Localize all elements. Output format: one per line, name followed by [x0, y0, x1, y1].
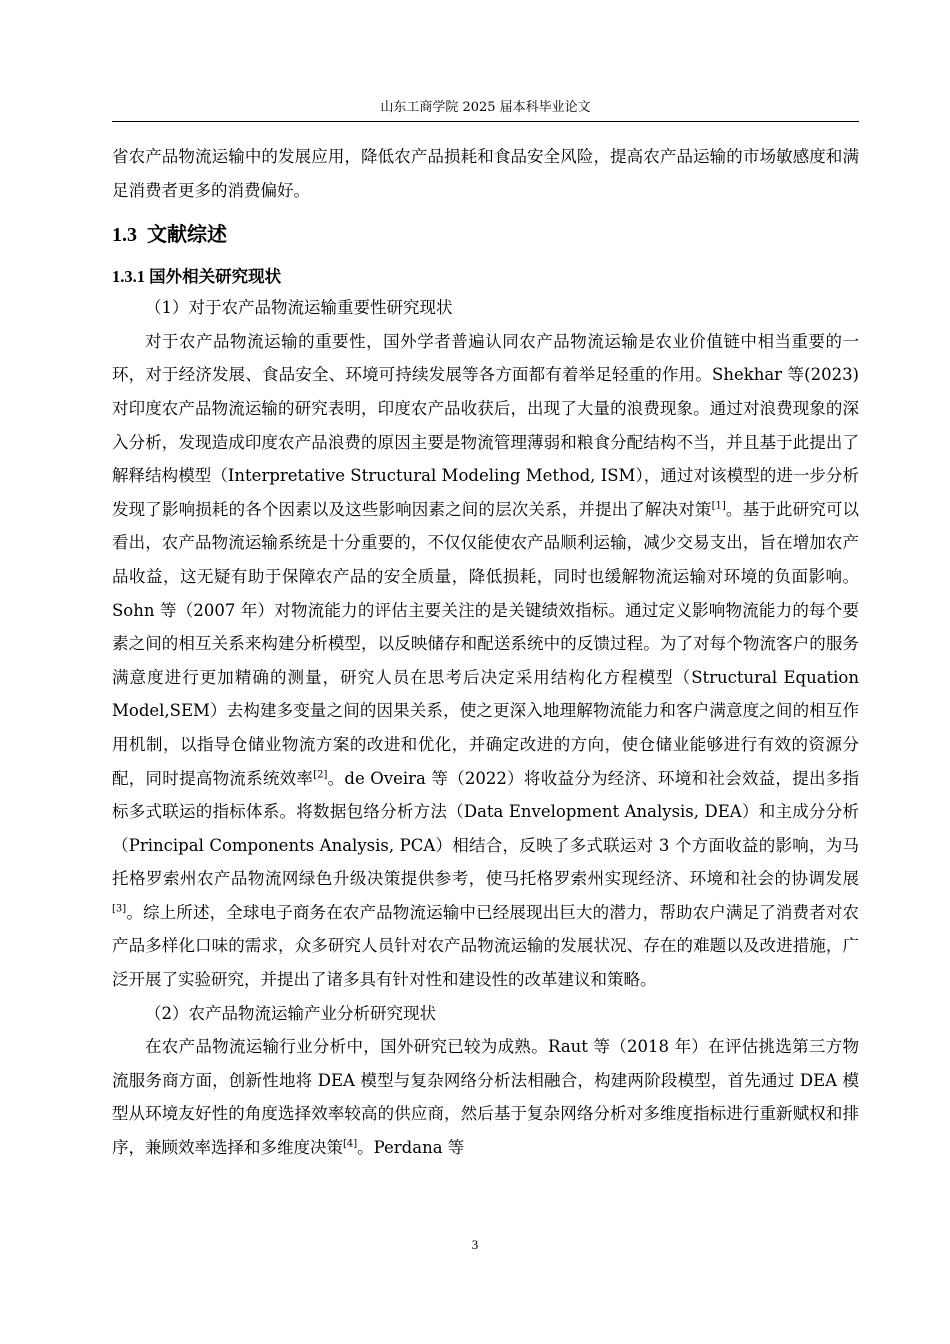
- part2-heading: （2）农产品物流运输产业分析研究现状: [145, 1003, 436, 1023]
- header-divider: [112, 121, 859, 122]
- part1-paragraph: [112, 325, 859, 997]
- citation-ref: [2]: [313, 769, 328, 780]
- part2-paragraph: [112, 1030, 859, 1164]
- text-run: 。基于此研究可以看出，农产品物流运输系统是十分重要的，不仅仅能使农产品顺利运输，减少交易支出，旨在增加农产品收益，这无疑有助于保障农产品的安全质量，降低损耗，同时也缓解物流运输对环境的负面影响。Sohn 等（2007 年）对物流能力的评估主要关注的是关键绩效指标。通过定义影响物流能力的每个要素之间的相互关系来构建分析模型，以反映储存和配送系统中的反馈过程。为了对每个物流客户的服务满意度进行更加精确的测量，研究人员在思考后决定采用结构化方程模型（Structural Equation Model,SEM）去构建多变量之间的因果关系，使之更深入地理解物流能力和客户满意度之间的相互作用机制，以指导仓储业物流方案的改进和优化，并确定改进的方向，使仓储业能够进行有效的资源分配，同时提高物流系统效率: [112, 499, 860, 788]
- document-body: [112, 140, 859, 1165]
- text-run: 对于农产品物流运输的重要性，国外学者普遍认同农产品物流运输是农业价值链中相当重要的一环，对于经济发展、食品安全、环境可持续发展等各方面都有着举足轻重的作用。Shekhar 等(2023)对印度农产品物流运输的研究表明，印度农产品收获后，出现了大量的浪费现象。通过对浪费现象的深入分析，发现造成印度农产品浪费的原因主要是物流管理薄弱和粮食分配结构不当，并且基于此提出了解释结构模型（Interpretative Structural Modeling Method, ISM），通过对该模型的进一步分析发现了影响损耗的各个因素以及这些影响因素之间的层次关系，并提出了解决对策: [112, 331, 859, 519]
- text-run: 。de Oveira 等（2022）将收益分为经济、环境和社会效益，提出多指标多式联运的指标体系。将数据包络分析方法（Data Envelopment Analysis, DEA）和主成分分析（Principal Components Analysis, PCA）相结合，反映了多式联运对 3 个方面收益的影响，为马托格罗索州农产品物流网绿色升级决策提供参考，使马托格罗索州实现经济、环境和社会的协调发展: [112, 768, 859, 889]
- citation-ref: [3]: [112, 903, 127, 915]
- subsection-heading: 1.3.1 国外相关研究现状: [112, 267, 282, 287]
- part1-heading: （1）对于农产品物流运输重要性研究现状: [145, 298, 453, 318]
- text-run: 。Perdana 等: [357, 1138, 465, 1158]
- text-run: 在农产品物流运输行业分析中，国外研究已较为成熟。Raut 等（2018 年）在评估挑选第三方物流服务商方面，创新性地将 DEA 模型与复杂网络分析法相融合，构建两阶段模型，首先通过 DEA 模型从环境友好性的角度选择效率较高的供应商，然后基于复杂网络分析对多维度指标进行重新赋权和排序，兼顾效率选择和多维度决策: [112, 1037, 859, 1158]
- text-run: 。综上所述，全球电子商务在农产品物流运输中已经展现出巨大的潜力，帮助农户满足了消费者对农产品多样化口味的需求，众多研究人员针对农产品物流运输的发展状况、存在的难题以及改进措施，广泛开展了实验研究，并提出了诸多具有针对性和建设性的改革建议和策略。: [112, 902, 859, 990]
- page-number: 3: [471, 1237, 479, 1252]
- citation-ref: [1]: [711, 500, 726, 512]
- section-title: 文献综述: [147, 224, 227, 247]
- page-header: 山东工商学院 2025 届本科毕业论文: [380, 100, 591, 115]
- section-number: 1.3: [112, 224, 137, 247]
- section-heading: [112, 221, 859, 249]
- citation-ref: [4]: [343, 1138, 358, 1150]
- continuation-paragraph: 省农产品物流运输中的发展应用，降低农产品损耗和食品安全风险，提高农产品运输的市场敏感度和满足消费者更多的消费偏好。: [112, 147, 859, 200]
